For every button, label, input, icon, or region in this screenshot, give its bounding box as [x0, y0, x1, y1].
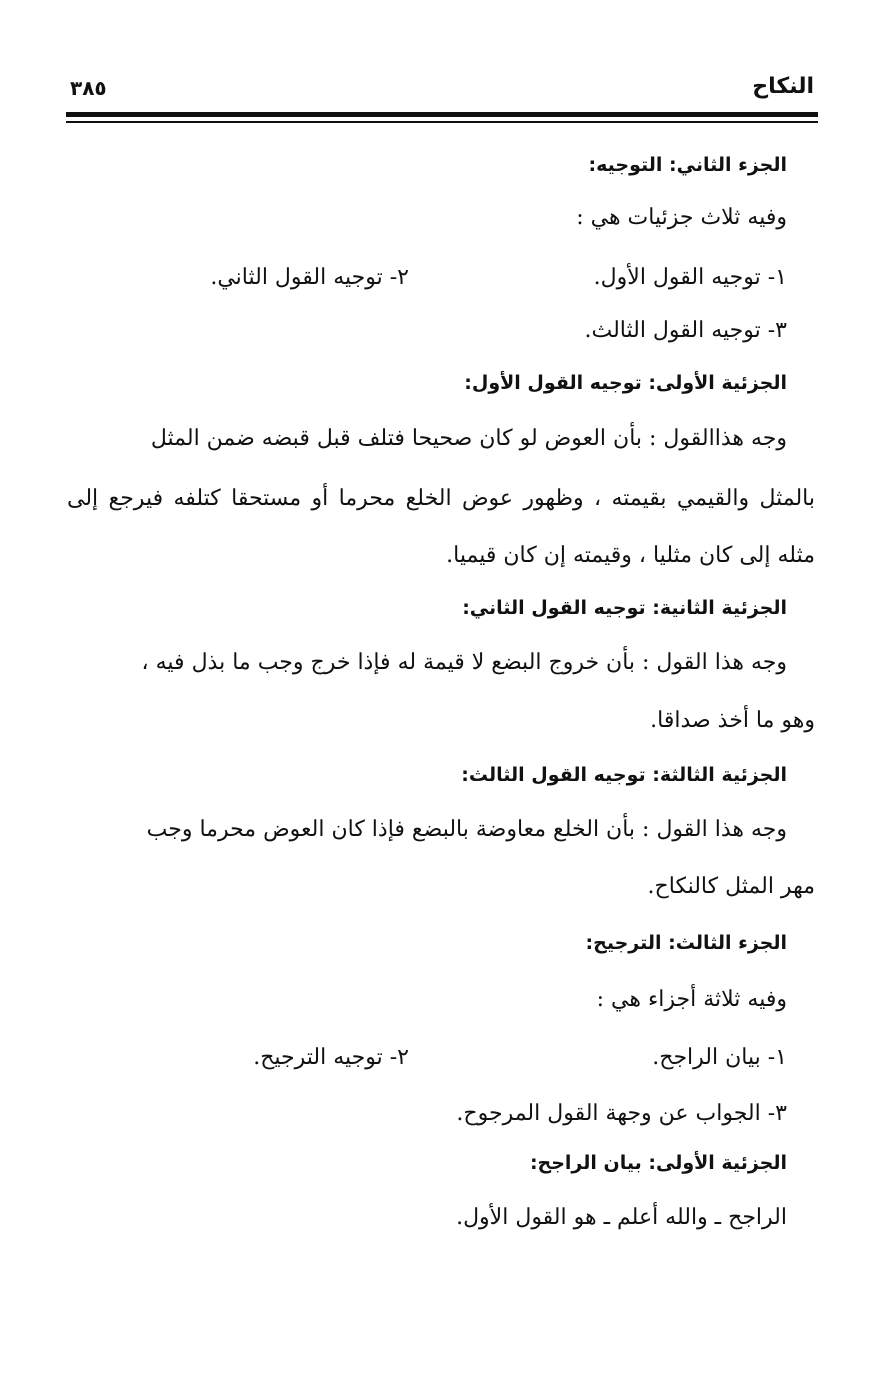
- part2-item3: ٣- توجيه القول الثالث.: [584, 318, 787, 343]
- page-number: ٣٨٥: [70, 76, 107, 100]
- sub4-line1: الراجح ـ والله أعلم ـ هو القول الأول.: [456, 1205, 787, 1230]
- sub2-line1: وجه هذا القول : بأن خروج البضع لا قيمة له فإذا خرج وجب ما بذل فيه ،: [141, 650, 787, 675]
- part2-item1: ١- توجيه القول الأول.: [593, 265, 787, 290]
- part2-intro: وفيه ثلاث جزئيات هي :: [576, 205, 787, 230]
- header-rule-thick: [66, 112, 818, 117]
- sub3-heading: الجزئية الثالثة: توجيه القول الثالث:: [461, 764, 787, 786]
- part3-item1: ١- بيان الراجح.: [652, 1045, 787, 1070]
- header-rule-thin: [66, 121, 818, 123]
- part3-item3: ٣- الجواب عن وجهة القول المرجوح.: [456, 1101, 787, 1126]
- sub2-heading: الجزئية الثانية: توجيه القول الثاني:: [462, 597, 787, 619]
- sub1-line1: وجه هذاالقول : بأن العوض لو كان صحيحا فتلف قبل قبضه ضمن المثل: [150, 426, 787, 451]
- sub2-line2: وهو ما أخذ صداقا.: [650, 708, 815, 733]
- sub3-line2: مهر المثل كالنكاح.: [647, 874, 815, 899]
- part2-item2: ٢- توجيه القول الثاني.: [210, 265, 409, 290]
- sub4-heading: الجزئية الأولى: بيان الراجح:: [529, 1152, 787, 1174]
- chapter-title: النكاح: [752, 74, 814, 99]
- part3-item2: ٢- توجيه الترجيح.: [253, 1045, 409, 1070]
- sub1-line2: بالمثل والقيمي بقيمته ، وظهور عوض الخلع محرما أو مستحقا كتلفه فيرجع إلى: [67, 486, 815, 511]
- part3-heading: الجزء الثالث: الترجيح:: [585, 932, 787, 954]
- sub3-line1: وجه هذا القول : بأن الخلع معاوضة بالبضع فإذا كان العوض محرما وجب: [146, 817, 787, 842]
- part3-intro: وفيه ثلاثة أجزاء هي :: [596, 987, 787, 1012]
- running-header: [66, 74, 816, 114]
- sub1-line3: مثله إلى كان مثليا ، وقيمته إن كان قيميا.: [446, 543, 815, 568]
- part2-heading: الجزء الثاني: التوجيه:: [588, 154, 787, 176]
- sub1-heading: الجزئية الأولى: توجيه القول الأول:: [464, 372, 787, 394]
